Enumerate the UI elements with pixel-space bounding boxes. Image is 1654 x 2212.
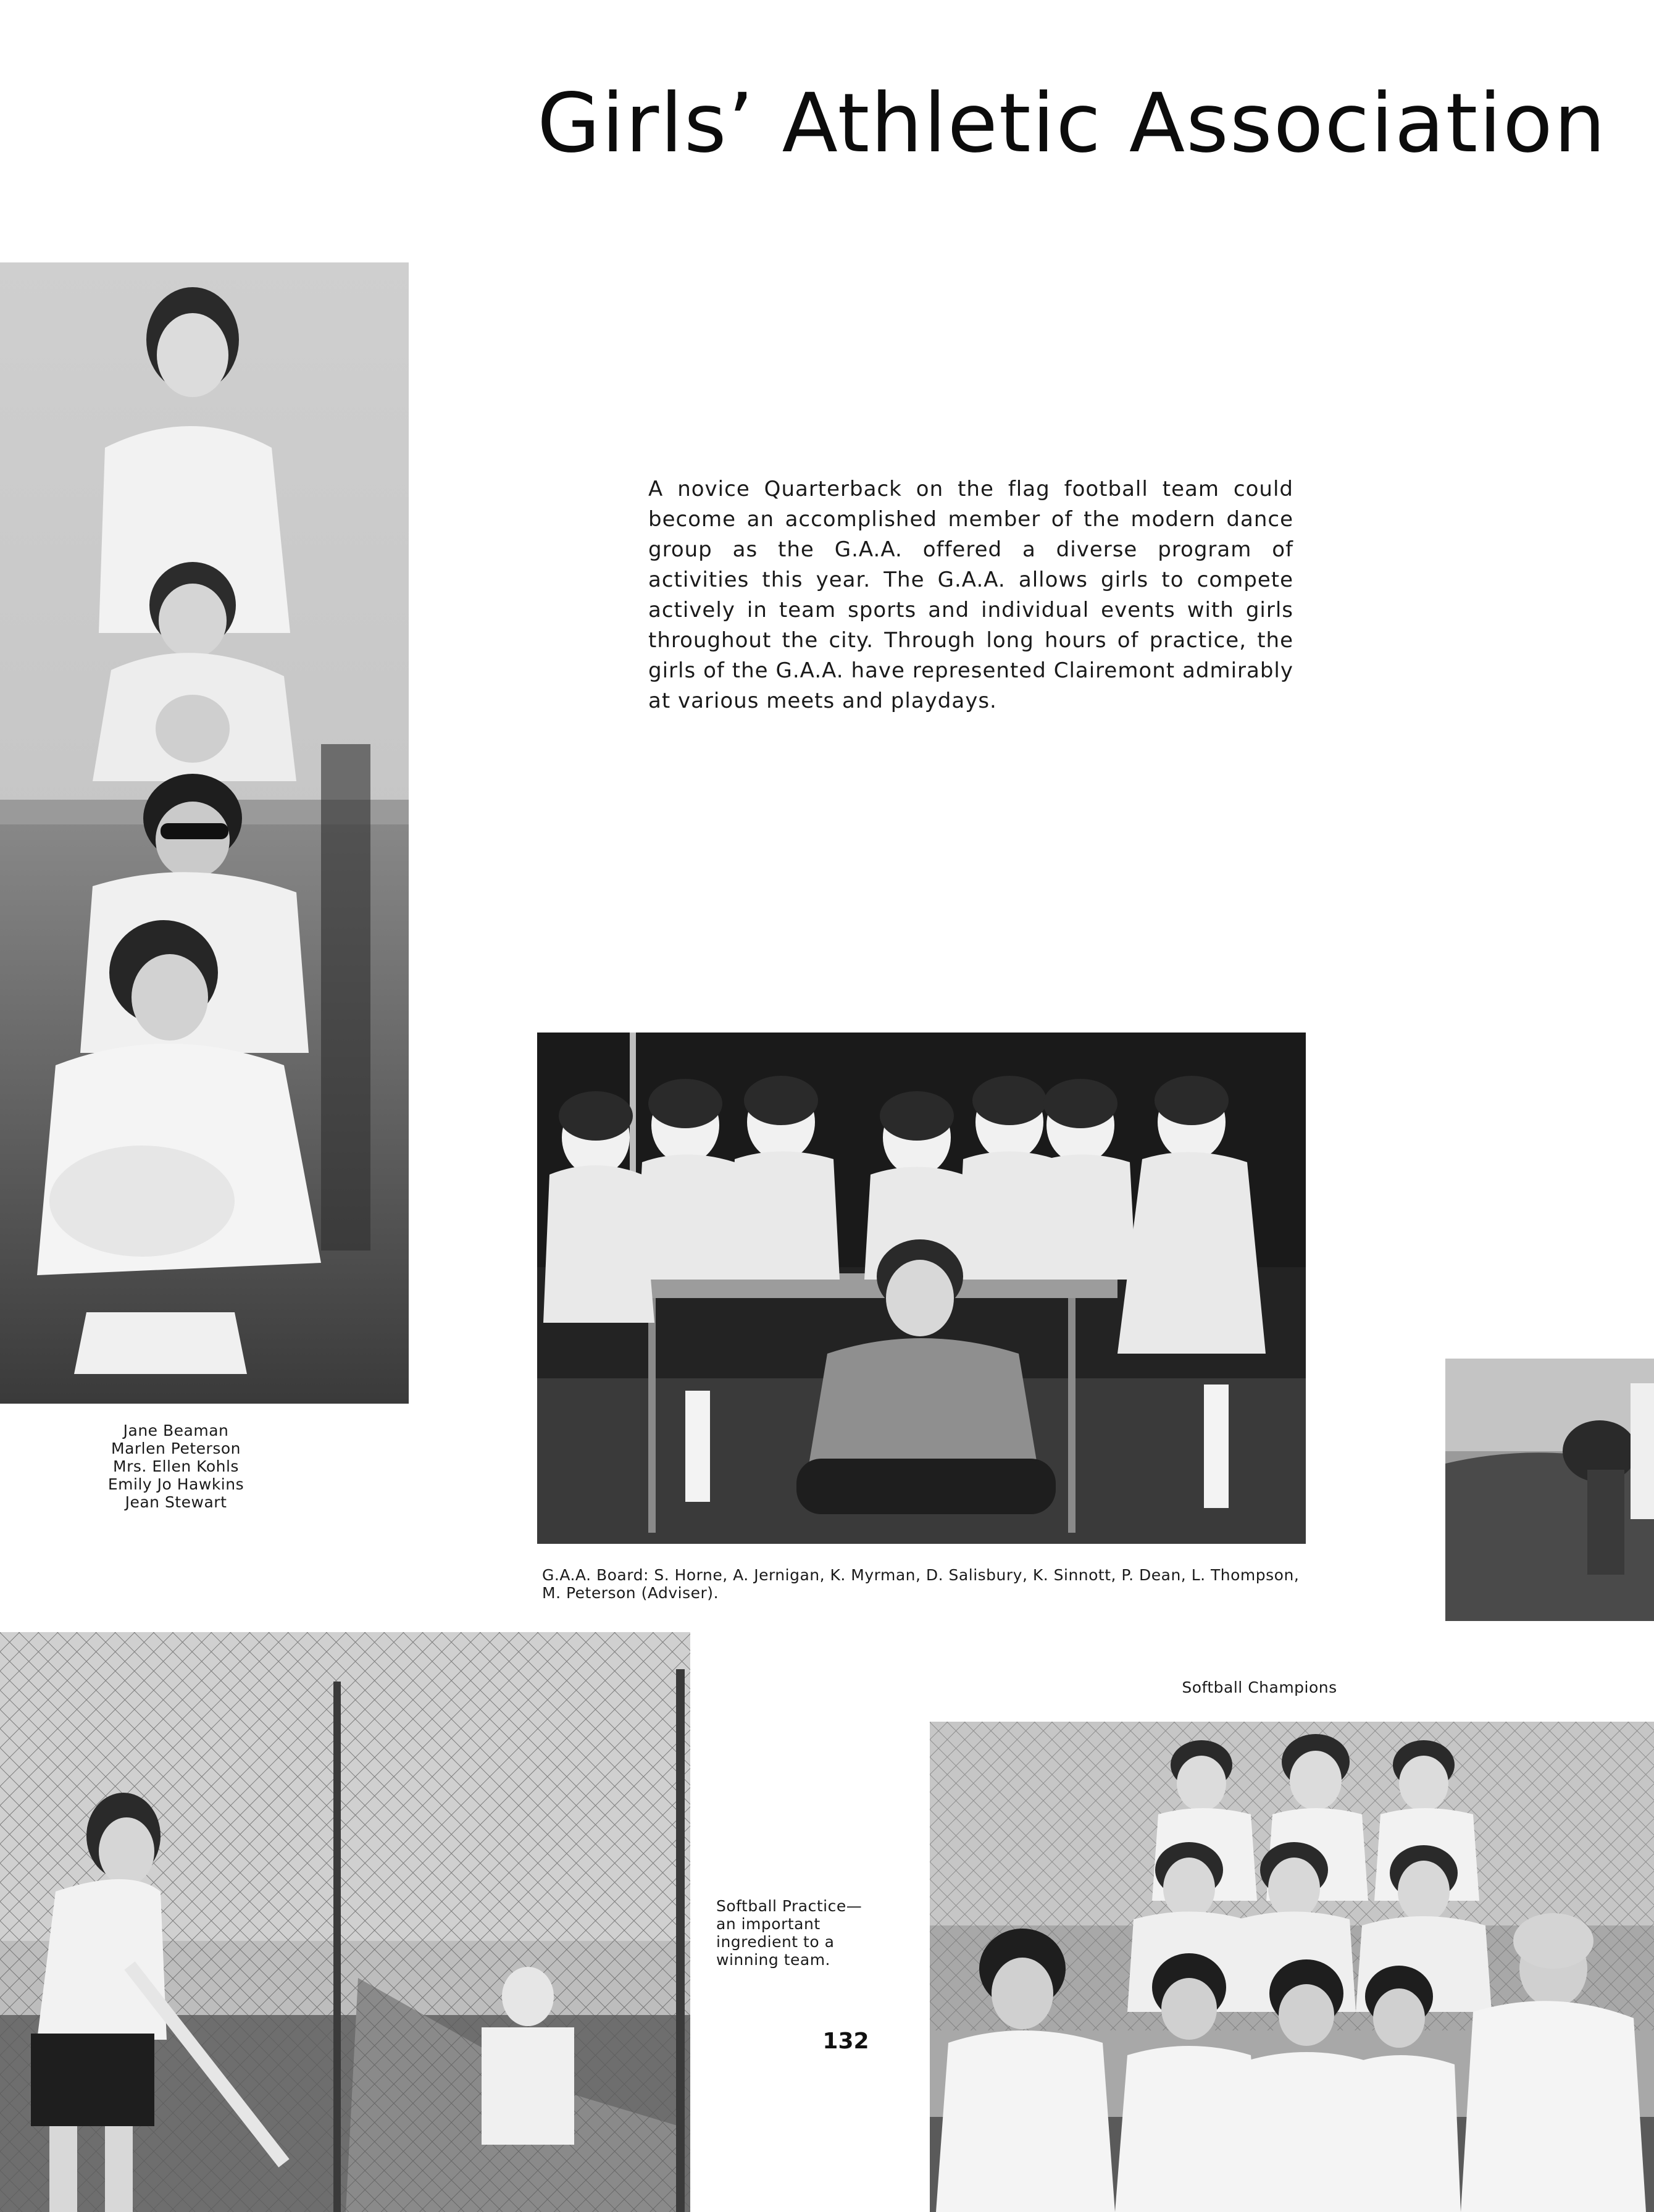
pyramid-caption-line: Jane Beaman xyxy=(123,1422,229,1439)
practice-caption-line: an important xyxy=(716,1915,821,1933)
board-photo xyxy=(537,1033,1306,1544)
champions-photo-image xyxy=(930,1722,1654,2212)
pyramid-caption-line: Emily Jo Hawkins xyxy=(107,1475,244,1493)
pyramid-caption xyxy=(74,1422,278,1511)
board-photo-image xyxy=(537,1033,1306,1544)
partial-action-photo xyxy=(1445,1359,1654,1621)
champions-caption: Softball Champions xyxy=(1182,1678,1337,1696)
practice-caption-line: ingredient to a xyxy=(716,1933,835,1951)
pyramid-caption-line: Jean Stewart xyxy=(125,1493,227,1511)
practice-photo xyxy=(0,1632,690,2212)
pyramid-photo-image xyxy=(0,262,409,1404)
practice-photo-image xyxy=(0,1632,690,2212)
pyramid-caption-line: Mrs. Ellen Kohls xyxy=(113,1457,239,1475)
champions-photo xyxy=(930,1722,1654,2212)
intro-paragraph: A novice Quarterback on the flag football team could become an accomplished member of the modern dance group as the G.A.A. offered a diverse program of activities this year. The G.A.A. allows girls to compete actively in team sports and individual events with girls throughout the city. Through long hours of practice, the girls of the G.A.A. have represented Clairemont admirably at various meets and playdays. xyxy=(648,477,1293,713)
board-caption: G.A.A. Board: S. Horne, A. Jernigan, K. Myrman, D. Salisbury, K. Sinnott, P. Dean, L. Thompson, M. Peterson (Adviser). xyxy=(542,1566,1300,1602)
practice-caption-line: winning team. xyxy=(716,1951,830,1969)
partial-action-photo-image xyxy=(1445,1359,1654,1621)
pyramid-photo xyxy=(0,262,409,1404)
practice-caption xyxy=(716,1897,901,1969)
page-number: 132 xyxy=(822,2029,869,2054)
pyramid-caption-line: Marlen Peterson xyxy=(111,1439,241,1457)
practice-caption-line: Softball Practice— xyxy=(716,1897,863,1915)
page-title: Girls’ Athletic Association xyxy=(537,76,1607,171)
